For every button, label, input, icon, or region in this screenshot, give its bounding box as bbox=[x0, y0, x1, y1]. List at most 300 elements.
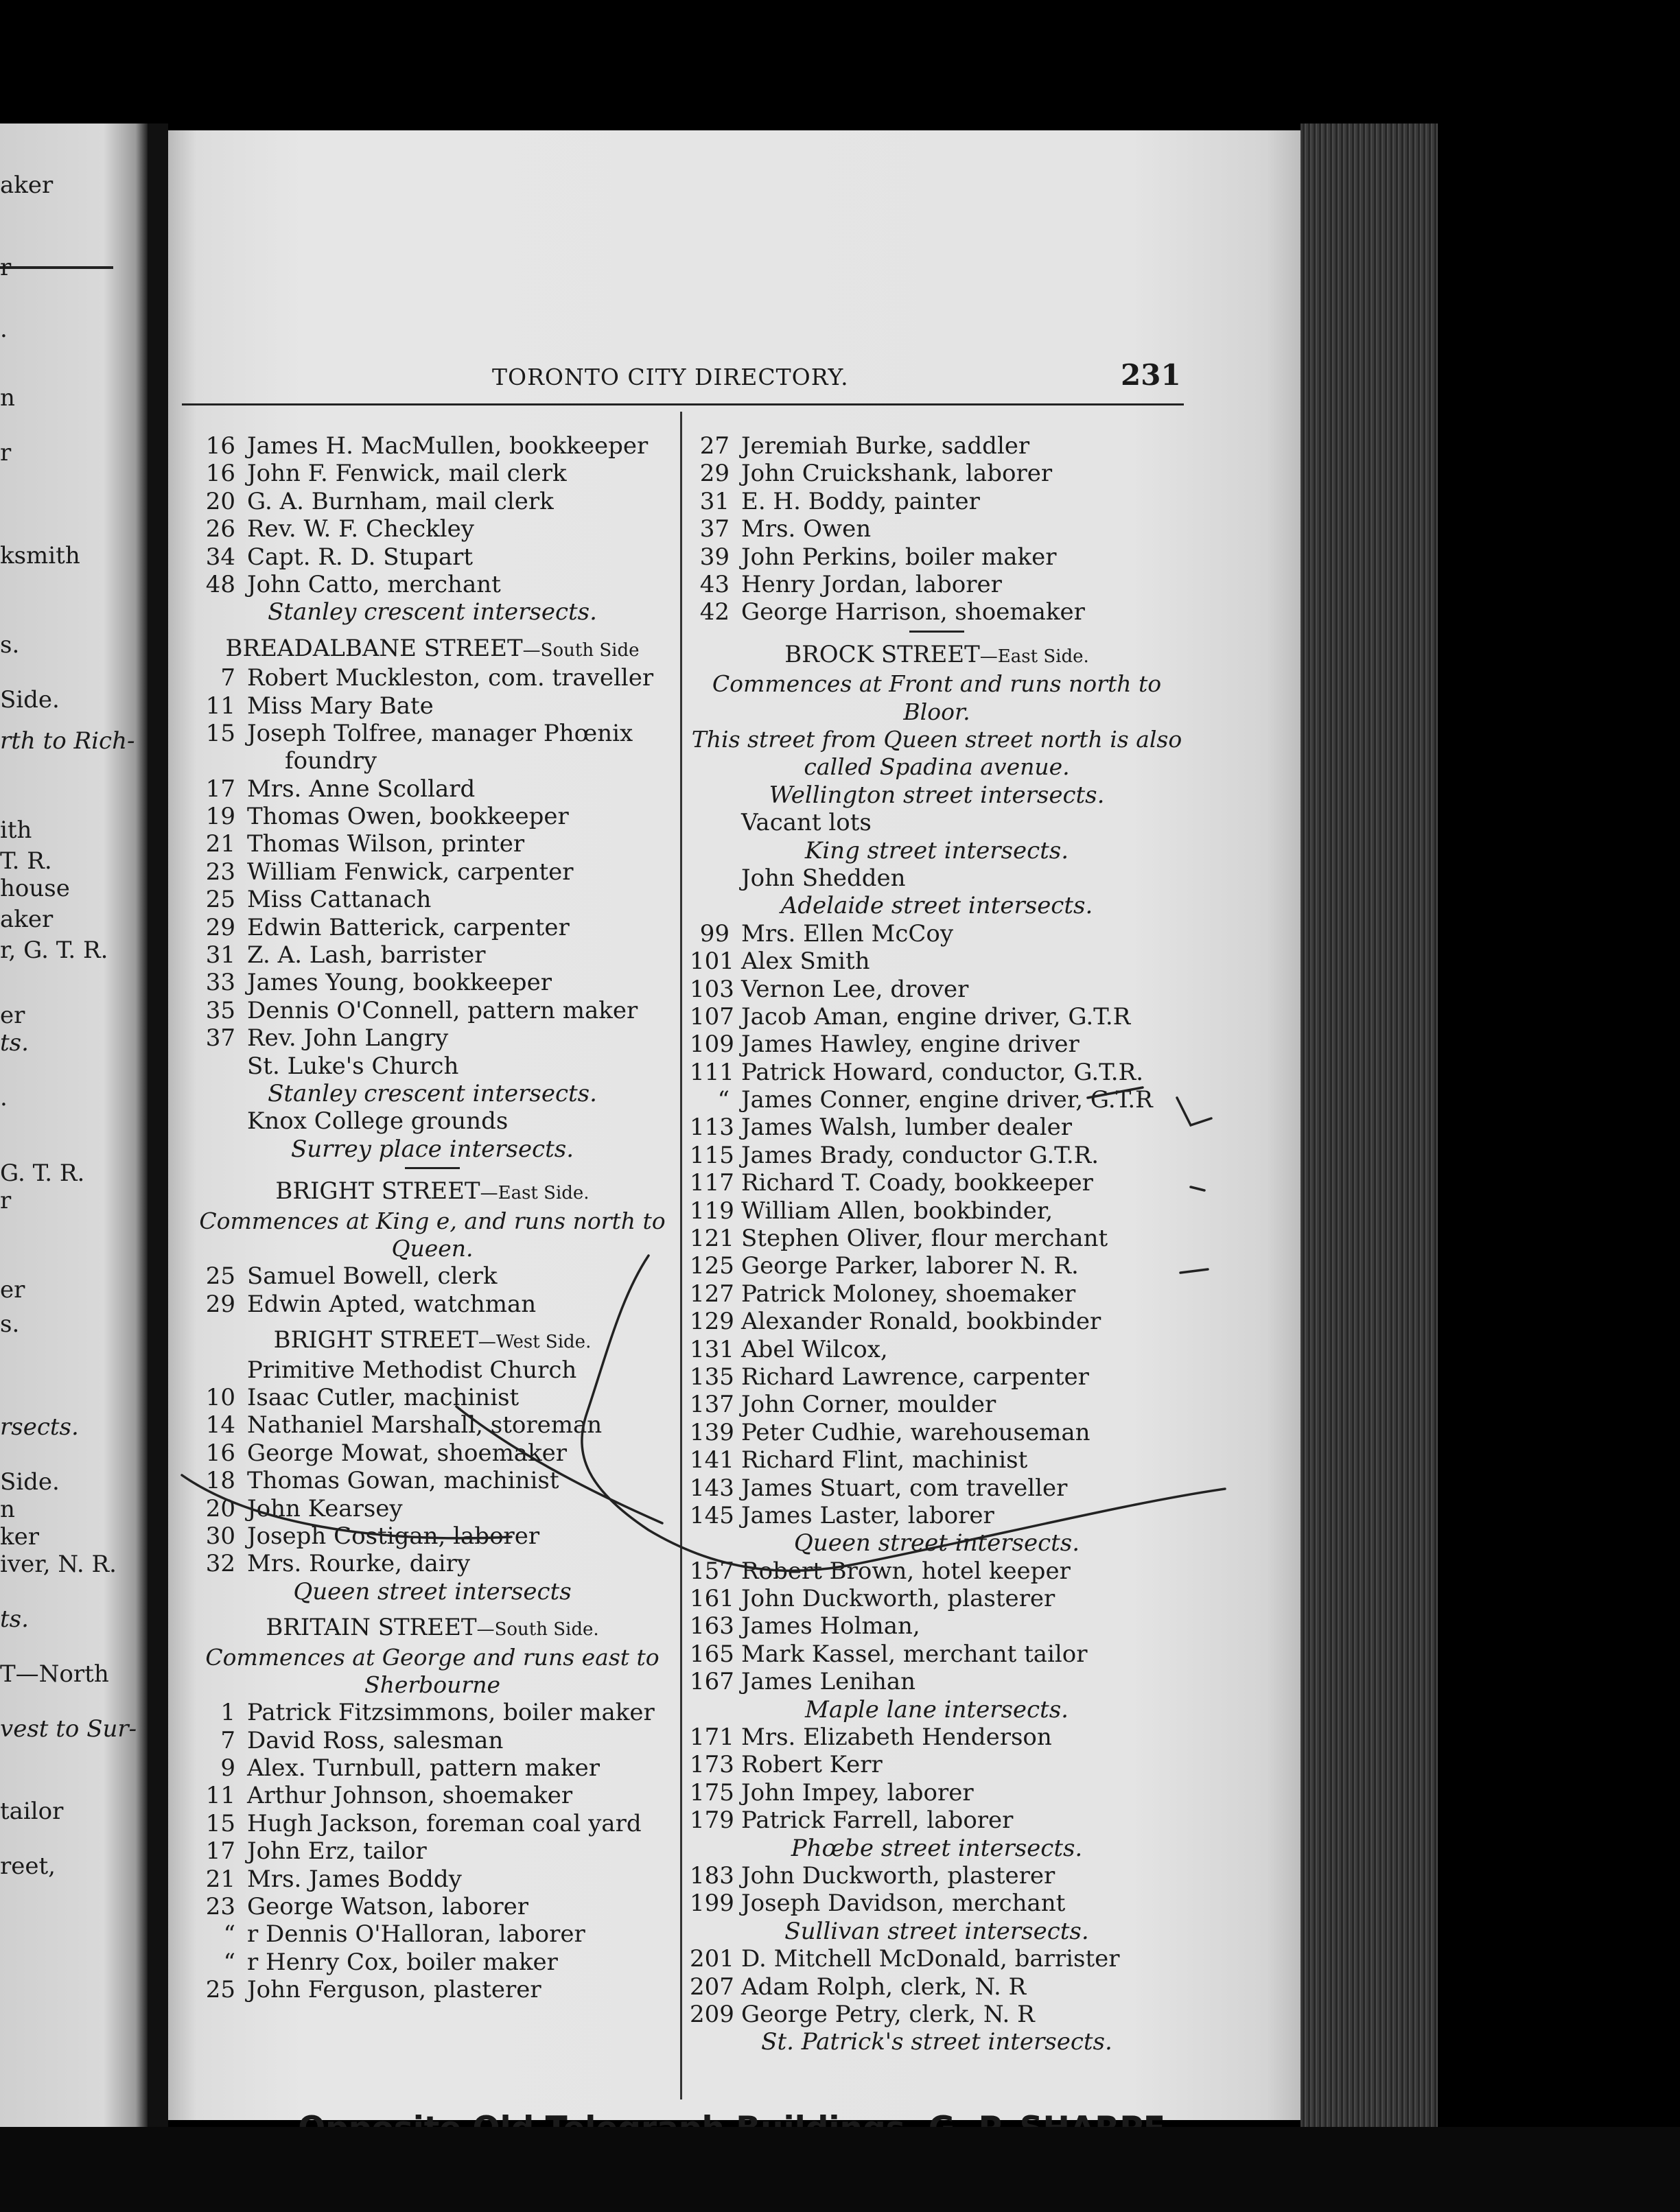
directory-entry bbox=[196, 1949, 669, 1976]
directory-entry bbox=[690, 1585, 1184, 1612]
street-description: Commences at King e, and runs north to Queen. bbox=[199, 1207, 666, 1262]
left-page-text-fragment: T—North bbox=[0, 1660, 109, 1688]
resident-name: Rev. W. F. Checkley bbox=[247, 515, 474, 543]
resident-name: John Ferguson, plasterer bbox=[247, 1976, 541, 2004]
house-number: 30 bbox=[205, 1522, 235, 1550]
house-number: 167 bbox=[690, 1668, 734, 1696]
resident-name: David Ross, salesman bbox=[247, 1726, 504, 1754]
directory-entry bbox=[196, 997, 669, 1024]
house-number: 115 bbox=[690, 1141, 734, 1169]
resident-name: Mrs. Elizabeth Henderson bbox=[741, 1723, 1052, 1752]
cross-street-note bbox=[690, 1696, 1184, 1723]
house-number: 109 bbox=[690, 1031, 734, 1059]
cross-street-note bbox=[690, 781, 1184, 809]
resident-name: Thomas Wilson, printer bbox=[247, 830, 525, 858]
right-column bbox=[690, 432, 1184, 2056]
directory-entry bbox=[690, 1391, 1184, 1418]
house-number: 209 bbox=[690, 2000, 734, 2028]
cross-street-note bbox=[196, 1080, 669, 1107]
resident-name: Peter Cudhie, warehouseman bbox=[741, 1418, 1090, 1446]
resident-name: John Impey, laborer bbox=[741, 1778, 974, 1807]
directory-entry bbox=[690, 1502, 1184, 1529]
house-number: 145 bbox=[690, 1501, 734, 1529]
resident-name: James Conner, engine driver, G.T.R bbox=[741, 1086, 1153, 1114]
house-number: 16 bbox=[205, 432, 235, 460]
house-number: 107 bbox=[690, 1002, 734, 1031]
directory-entry bbox=[690, 976, 1184, 1003]
cross-street-text: Stanley crescent intersects. bbox=[268, 1080, 597, 1107]
directory-entry bbox=[196, 1837, 669, 1865]
directory-entry bbox=[690, 1557, 1184, 1585]
resident-name: Mrs. Owen bbox=[741, 515, 872, 543]
left-page-text-fragment: vest to Sur- bbox=[0, 1715, 137, 1743]
directory-entry bbox=[196, 1262, 669, 1290]
house-number: 37 bbox=[205, 1024, 235, 1052]
directory-entry bbox=[196, 1467, 669, 1494]
page-header bbox=[168, 358, 1300, 398]
directory-entry bbox=[196, 941, 669, 969]
left-page-text-fragment: aker bbox=[0, 172, 54, 199]
resident-name: r Henry Cox, boiler maker bbox=[247, 1948, 558, 1976]
directory-entry bbox=[196, 460, 669, 487]
house-number: 135 bbox=[690, 1363, 734, 1391]
house-number: 16 bbox=[205, 1439, 235, 1467]
left-page-text-fragment: Side. bbox=[0, 1468, 60, 1496]
resident-name: Mrs. Rourke, dairy bbox=[247, 1550, 471, 1578]
resident-name: St. Luke's Church bbox=[247, 1052, 459, 1080]
street-description: Commences at Front and runs north to Bloor. bbox=[712, 670, 1162, 725]
house-number: 7 bbox=[220, 1726, 235, 1754]
house-number: “ bbox=[223, 1920, 235, 1949]
directory-entry bbox=[196, 1411, 669, 1439]
left-page-text-fragment: er bbox=[0, 1002, 25, 1029]
left-page-text-fragment: rth to Rich- bbox=[0, 727, 135, 755]
resident-name: Thomas Owen, bookkeeper bbox=[247, 803, 569, 831]
resident-name: John Catto, merchant bbox=[247, 570, 501, 598]
house-number: 113 bbox=[690, 1114, 734, 1142]
directory-entry bbox=[196, 692, 669, 720]
left-page-text-fragment: ith bbox=[0, 816, 32, 844]
resident-name: William Allen, bookbinder, bbox=[741, 1197, 1053, 1225]
directory-entry bbox=[690, 1419, 1184, 1446]
resident-name: George Parker, laborer N. R. bbox=[741, 1252, 1079, 1280]
house-number: 21 bbox=[205, 830, 235, 858]
cross-street-note bbox=[690, 1529, 1184, 1557]
house-number: 20 bbox=[205, 1494, 235, 1522]
directory-entry bbox=[690, 864, 1184, 892]
house-number: “ bbox=[223, 1948, 235, 1976]
cross-street-text: Adelaide street intersects. bbox=[780, 892, 1093, 920]
directory-entry bbox=[196, 1727, 669, 1754]
resident-name: Robert Brown, hotel keeper bbox=[741, 1557, 1071, 1585]
street-side: —South Side. bbox=[476, 1619, 599, 1640]
directory-entry bbox=[196, 1699, 669, 1726]
directory-entry bbox=[690, 1197, 1184, 1225]
directory-entry bbox=[690, 1169, 1184, 1197]
street-name: BRIGHT STREET bbox=[275, 1177, 480, 1205]
cross-street-text: Stanley crescent intersects. bbox=[268, 598, 597, 626]
street-heading bbox=[196, 1614, 669, 1643]
cross-street-note bbox=[690, 1918, 1184, 1945]
resident-name: Mrs. James Boddy bbox=[247, 1865, 462, 1893]
resident-name: Joseph Costigan, laborer bbox=[247, 1522, 540, 1550]
left-page-text-fragment: rsects. bbox=[0, 1413, 79, 1441]
house-number: 199 bbox=[690, 1890, 734, 1918]
left-page-text-fragment: . bbox=[0, 1084, 8, 1111]
house-number: 163 bbox=[690, 1612, 734, 1640]
directory-entry bbox=[196, 886, 669, 913]
resident-name: Hugh Jackson, foreman coal yard bbox=[247, 1809, 642, 1837]
directory-entry bbox=[690, 488, 1184, 515]
cross-street-text: Maple lane intersects. bbox=[805, 1695, 1069, 1723]
house-number: 103 bbox=[690, 975, 734, 1003]
directory-entry bbox=[690, 1807, 1184, 1834]
resident-name: Knox College grounds bbox=[247, 1107, 509, 1136]
house-number: 17 bbox=[205, 1837, 235, 1866]
house-number: 143 bbox=[690, 1474, 734, 1502]
resident-name: Rev. John Langry bbox=[247, 1024, 449, 1052]
column-divider bbox=[680, 412, 682, 2099]
directory-entry bbox=[196, 1522, 669, 1550]
resident-name: E. H. Boddy, painter bbox=[741, 487, 980, 515]
directory-entry bbox=[690, 1779, 1184, 1807]
house-number: 99 bbox=[699, 919, 730, 948]
directory-entry bbox=[196, 969, 669, 996]
street-heading bbox=[690, 641, 1184, 670]
directory-entry bbox=[196, 858, 669, 886]
resident-name: George Mowat, shoemaker bbox=[247, 1439, 568, 1467]
resident-name: Stephen Oliver, flour merchant bbox=[741, 1225, 1108, 1253]
resident-name: James Laster, laborer bbox=[741, 1501, 994, 1529]
directory-entry bbox=[196, 1866, 669, 1893]
resident-name: Thomas Gowan, machinist bbox=[247, 1467, 559, 1495]
resident-name: Dennis O'Connell, pattern maker bbox=[247, 996, 638, 1024]
directory-entry bbox=[690, 1890, 1184, 1917]
resident-name: Vacant lots bbox=[741, 809, 872, 837]
resident-name: Miss Mary Bate bbox=[247, 692, 434, 720]
left-page-rule bbox=[0, 266, 113, 269]
section-divider bbox=[405, 1167, 460, 1169]
directory-entry bbox=[690, 809, 1184, 836]
left-page-text-fragment: er bbox=[0, 1276, 25, 1304]
resident-name: John Erz, tailor bbox=[247, 1837, 427, 1866]
directory-entry bbox=[690, 432, 1184, 460]
header-rule bbox=[182, 403, 1184, 405]
street-description: This street from Queen street north is also called Spadina avenue. bbox=[691, 725, 1182, 781]
resident-name: James Holman, bbox=[741, 1612, 920, 1640]
directory-entry bbox=[196, 1291, 669, 1318]
directory-entry bbox=[690, 515, 1184, 543]
resident-name: John Shedden bbox=[741, 864, 906, 892]
left-page-fragment bbox=[0, 123, 148, 2127]
resident-name: Arthur Johnson, shoemaker bbox=[247, 1782, 573, 1810]
house-number: 137 bbox=[690, 1391, 734, 1419]
resident-name: Jacob Aman, engine driver, G.T.R bbox=[741, 1002, 1131, 1031]
left-page-text-fragment: ts. bbox=[0, 1029, 29, 1057]
house-number: 17 bbox=[205, 775, 235, 803]
resident-name: James H. MacMullen, bookkeeper bbox=[247, 432, 649, 460]
house-number: 173 bbox=[690, 1751, 734, 1779]
cross-street-note bbox=[690, 837, 1184, 864]
house-number: 179 bbox=[690, 1807, 734, 1835]
cross-street-note bbox=[196, 1136, 669, 1163]
directory-entry bbox=[196, 1024, 669, 1052]
house-number: 139 bbox=[690, 1418, 734, 1446]
house-number: 31 bbox=[205, 941, 235, 969]
resident-name: r Dennis O'Halloran, laborer bbox=[247, 1920, 585, 1949]
directory-entry bbox=[690, 1336, 1184, 1363]
house-number: 39 bbox=[699, 543, 730, 571]
house-number: 25 bbox=[205, 1976, 235, 2004]
resident-name: John Duckworth, plasterer bbox=[741, 1862, 1055, 1890]
street-side: —West Side. bbox=[478, 1332, 592, 1353]
resident-name: William Fenwick, carpenter bbox=[247, 858, 574, 886]
directory-entry bbox=[690, 1668, 1184, 1695]
directory-entry bbox=[690, 1225, 1184, 1252]
directory-entry bbox=[690, 1751, 1184, 1778]
directory-entry bbox=[196, 1107, 669, 1135]
resident-name: George Petry, clerk, N. R bbox=[741, 2000, 1035, 2028]
directory-entry bbox=[196, 488, 669, 515]
directory-entry bbox=[690, 1862, 1184, 1890]
directory-entry bbox=[196, 1782, 669, 1809]
resident-name: Robert Kerr bbox=[741, 1751, 883, 1779]
resident-name: Richard Flint, machinist bbox=[741, 1446, 1028, 1474]
house-number: 18 bbox=[205, 1467, 235, 1495]
directory-entry bbox=[690, 1612, 1184, 1640]
house-number: 101 bbox=[690, 948, 734, 976]
resident-name: James Young, bookkeeper bbox=[247, 969, 552, 997]
resident-name: Patrick Farrell, laborer bbox=[741, 1807, 1014, 1835]
resident-name: Patrick Fitzsimmons, boiler maker bbox=[247, 1699, 655, 1727]
cross-street-text: St. Patrick's street intersects. bbox=[761, 2028, 1112, 2056]
house-number: 111 bbox=[690, 1058, 734, 1086]
house-number: 32 bbox=[205, 1550, 235, 1578]
resident-name: Edwin Batterick, carpenter bbox=[247, 913, 570, 941]
house-number: 33 bbox=[205, 969, 235, 997]
resident-name: Miss Cattanach bbox=[247, 886, 432, 914]
directory-entry bbox=[690, 1945, 1184, 1973]
house-number: 165 bbox=[690, 1640, 734, 1668]
directory-entry bbox=[196, 1976, 669, 2003]
street-heading bbox=[196, 1326, 669, 1356]
resident-name: Mrs. Anne Scollard bbox=[247, 775, 476, 803]
book-gutter bbox=[148, 123, 168, 2127]
resident-name: Joseph Davidson, merchant bbox=[741, 1890, 1066, 1918]
directory-entry bbox=[690, 1973, 1184, 2001]
house-number: 48 bbox=[205, 570, 235, 598]
street-side: —East Side. bbox=[480, 1183, 590, 1204]
house-number: 201 bbox=[690, 1945, 734, 1973]
house-number: 9 bbox=[220, 1754, 235, 1782]
left-page-text-fragment: s. bbox=[0, 1310, 20, 1338]
directory-entry bbox=[196, 1893, 669, 1920]
house-number: 117 bbox=[690, 1169, 734, 1197]
resident-name: Richard T. Coady, bookkeeper bbox=[741, 1169, 1093, 1197]
street-heading bbox=[196, 635, 669, 664]
house-number: 37 bbox=[699, 515, 730, 543]
cross-street-text: Surrey place intersects. bbox=[290, 1135, 574, 1163]
directory-page bbox=[168, 130, 1300, 2120]
left-page-text-fragment: . bbox=[0, 316, 8, 343]
resident-name: James Lenihan bbox=[741, 1668, 916, 1696]
resident-name: Richard Lawrence, carpenter bbox=[741, 1363, 1089, 1391]
directory-entry bbox=[196, 747, 669, 775]
cross-street-note bbox=[690, 892, 1184, 919]
resident-name: foundry bbox=[285, 747, 377, 775]
resident-name: Robert Muckleston, com. traveller bbox=[247, 664, 654, 692]
house-number: 171 bbox=[690, 1723, 734, 1752]
directory-entry bbox=[196, 1384, 669, 1411]
street-side: —East Side. bbox=[979, 646, 1089, 667]
street-name: BRITAIN STREET bbox=[266, 1614, 477, 1642]
directory-entry bbox=[690, 1003, 1184, 1031]
left-column bbox=[196, 432, 669, 2004]
left-page-text-fragment: ker bbox=[0, 1523, 39, 1551]
cross-street-text: Queen street intersects. bbox=[793, 1529, 1080, 1557]
resident-name: John Corner, moulder bbox=[741, 1391, 996, 1419]
directory-entry bbox=[690, 1142, 1184, 1169]
left-page-text-fragment: r bbox=[0, 439, 12, 467]
directory-entry bbox=[690, 1252, 1184, 1280]
resident-name: Primitive Methodist Church bbox=[247, 1356, 577, 1384]
directory-entry bbox=[690, 543, 1184, 571]
directory-entry bbox=[196, 571, 669, 598]
house-number: 20 bbox=[205, 487, 235, 515]
directory-entry bbox=[196, 515, 669, 543]
page-edges bbox=[1300, 123, 1438, 2134]
house-number: 14 bbox=[205, 1411, 235, 1439]
resident-name: John Duckworth, plasterer bbox=[741, 1585, 1055, 1613]
directory-entry bbox=[196, 1810, 669, 1837]
directory-entry bbox=[196, 1754, 669, 1782]
left-page-text-fragment: reet, bbox=[0, 1852, 56, 1880]
directory-entry bbox=[690, 1031, 1184, 1058]
left-page-text-fragment: T. R. bbox=[0, 847, 52, 875]
resident-name: Nathaniel Marshall, storeman bbox=[247, 1411, 603, 1439]
street-side: —South Side bbox=[522, 639, 640, 661]
directory-entry bbox=[196, 803, 669, 830]
resident-name: Vernon Lee, drover bbox=[741, 975, 969, 1003]
directory-entry bbox=[690, 571, 1184, 598]
directory-entry bbox=[690, 1280, 1184, 1308]
page-number: 231 bbox=[1121, 358, 1181, 392]
directory-entry bbox=[690, 1308, 1184, 1335]
directory-entry bbox=[196, 1439, 669, 1467]
house-number: 43 bbox=[699, 570, 730, 598]
left-page-text-fragment: n bbox=[0, 1496, 15, 1523]
house-number: 21 bbox=[205, 1865, 235, 1893]
street-name: BREADALBANE STREET bbox=[225, 634, 523, 662]
house-number: 23 bbox=[205, 1893, 235, 1921]
left-page-text-fragment: house bbox=[0, 875, 70, 902]
house-number: 15 bbox=[205, 719, 235, 747]
cross-street-note bbox=[690, 2028, 1184, 2056]
directory-entry bbox=[196, 1495, 669, 1522]
house-number: 129 bbox=[690, 1308, 734, 1336]
left-page-text-fragment: Side. bbox=[0, 686, 60, 714]
cross-street-text: Sullivan street intersects. bbox=[784, 1917, 1089, 1945]
house-number: 161 bbox=[690, 1585, 734, 1613]
left-page-text-fragment: n bbox=[0, 384, 15, 412]
resident-name: John F. Fenwick, mail clerk bbox=[247, 460, 567, 488]
resident-name: Isaac Cutler, machinist bbox=[247, 1383, 520, 1411]
left-page-text-fragment: r bbox=[0, 254, 12, 281]
directory-entry bbox=[690, 1086, 1184, 1114]
directory-entry bbox=[690, 1114, 1184, 1141]
resident-name: Joseph Tolfree, manager Phœnix bbox=[247, 719, 633, 747]
resident-name: George Watson, laborer bbox=[247, 1893, 529, 1921]
house-number: 29 bbox=[699, 460, 730, 488]
resident-name: Patrick Moloney, shoemaker bbox=[741, 1280, 1076, 1308]
house-number: 34 bbox=[205, 543, 235, 571]
cross-street-note bbox=[196, 1578, 669, 1605]
resident-name: Jeremiah Burke, saddler bbox=[741, 432, 1030, 460]
house-number: 207 bbox=[690, 1973, 734, 2001]
house-number: 157 bbox=[690, 1557, 734, 1585]
directory-entry bbox=[196, 543, 669, 571]
house-number: “ bbox=[717, 1086, 730, 1114]
cross-street-note bbox=[196, 598, 669, 626]
street-name: BRIGHT STREET bbox=[273, 1326, 478, 1354]
resident-name: Z. A. Lash, barrister bbox=[247, 941, 486, 969]
house-number: 11 bbox=[205, 1782, 235, 1810]
resident-name: G. A. Burnham, mail clerk bbox=[247, 487, 554, 515]
left-page-text-fragment: s. bbox=[0, 631, 20, 659]
directory-entry bbox=[690, 948, 1184, 975]
house-number: 11 bbox=[205, 692, 235, 720]
resident-name: James Hawley, engine driver bbox=[741, 1031, 1080, 1059]
house-number: 141 bbox=[690, 1446, 734, 1474]
cross-street-text: Queen street intersects bbox=[293, 1577, 572, 1605]
house-number: 35 bbox=[205, 996, 235, 1024]
left-page-text-fragment: r bbox=[0, 1187, 12, 1214]
directory-entry bbox=[690, 920, 1184, 948]
directory-entry bbox=[690, 1059, 1184, 1086]
cross-street-text: King street intersects. bbox=[804, 836, 1069, 864]
resident-name: Alex. Turnbull, pattern maker bbox=[247, 1754, 600, 1782]
house-number: 131 bbox=[690, 1335, 734, 1363]
left-page-text-fragment: iver, N. R. bbox=[0, 1551, 117, 1578]
scan-border bbox=[0, 2127, 1680, 2212]
resident-name: Patrick Howard, conductor, G.T.R. bbox=[741, 1058, 1144, 1086]
resident-name: Adam Rolph, clerk, N. R bbox=[741, 1973, 1027, 2001]
resident-name: John Cruickshank, laborer bbox=[741, 460, 1053, 488]
street-heading bbox=[196, 1177, 669, 1207]
street-description: Commences at George and runs east to Sherbourne bbox=[205, 1643, 660, 1698]
directory-entry bbox=[196, 720, 669, 747]
resident-name: Alexander Ronald, bookbinder bbox=[741, 1308, 1101, 1336]
directory-entry bbox=[196, 1550, 669, 1577]
house-number: 19 bbox=[205, 803, 235, 831]
directory-entry bbox=[690, 1640, 1184, 1668]
left-page-text-fragment: G. T. R. bbox=[0, 1160, 85, 1187]
directory-entry bbox=[690, 598, 1184, 626]
left-page-text-fragment: ts. bbox=[0, 1605, 29, 1633]
house-number: 16 bbox=[205, 460, 235, 488]
left-page-text-fragment: ksmith bbox=[0, 542, 80, 569]
house-number: 15 bbox=[205, 1809, 235, 1837]
directory-entry bbox=[196, 432, 669, 460]
resident-name: Henry Jordan, laborer bbox=[741, 570, 1002, 598]
house-number: 42 bbox=[699, 598, 730, 626]
left-page-text-fragment: r, G. T. R. bbox=[0, 937, 108, 964]
resident-name: John Perkins, boiler maker bbox=[741, 543, 1057, 571]
directory-entry bbox=[196, 664, 669, 692]
resident-name: John Kearsey bbox=[247, 1494, 403, 1522]
resident-name: Mark Kassel, merchant tailor bbox=[741, 1640, 1088, 1668]
house-number: 29 bbox=[205, 1290, 235, 1318]
